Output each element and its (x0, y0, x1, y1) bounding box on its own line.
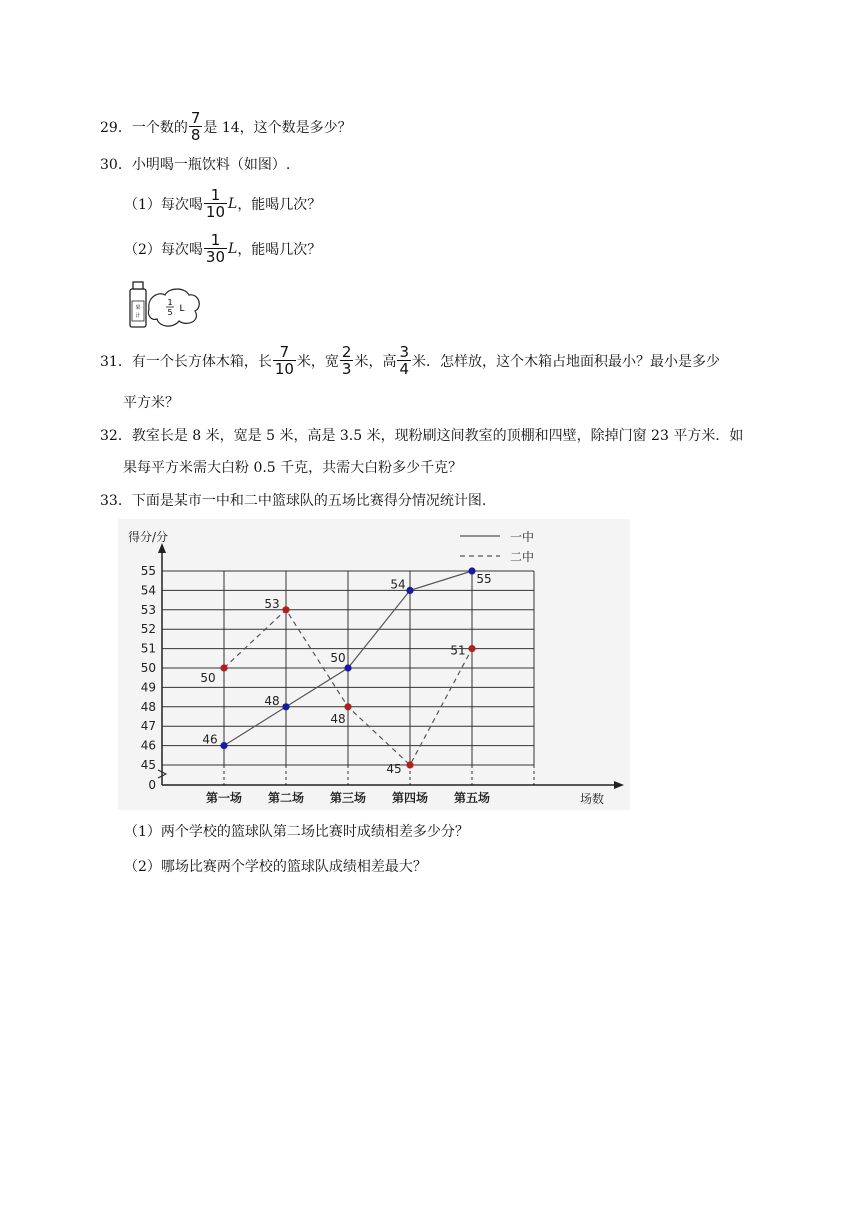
data-point (406, 587, 413, 594)
data-point (406, 761, 413, 768)
data-label: 48 (330, 711, 346, 726)
x-category-label: 第一场 (205, 791, 243, 805)
x-category-label: 第二场 (267, 791, 305, 805)
denominator: 3 (341, 360, 352, 378)
data-point (468, 645, 475, 652)
data-label: 48 (264, 693, 280, 708)
question-text: 教室长是 8 米，宽是 5 米，高是 3.5 米，现粉刷这间教室的顶棚和四壁，除掉门窗 23 平方米．如 (131, 428, 744, 444)
y-tick-label: 48 (140, 699, 156, 714)
fraction (340, 344, 354, 377)
numerator: 1 (210, 231, 221, 249)
question-text: 是 14，这个数是多少？ (203, 119, 352, 136)
y-tick-label: 49 (140, 680, 156, 695)
y-tick-label: 51 (140, 641, 156, 656)
y-tick-label: 47 (140, 719, 156, 734)
juice-bottle-illustration (127, 281, 203, 329)
sub-question-label: （2）每次喝 (124, 241, 203, 258)
question-text: 米，宽 (296, 353, 339, 370)
unit: L (228, 195, 238, 212)
denominator: 4 (399, 360, 410, 378)
thought-bubble (148, 289, 199, 326)
y-tick-label: 50 (140, 661, 156, 675)
question-number: 32． (100, 428, 132, 444)
fraction (189, 110, 203, 143)
numerator: 7 (190, 109, 201, 127)
question-33-part-2 (124, 856, 427, 876)
question-text: 有一个长方体木箱，长 (131, 353, 272, 370)
fraction (204, 187, 227, 220)
question-number: 33． (100, 493, 132, 509)
question-30 (100, 154, 290, 174)
x-category-label: 第三场 (329, 791, 367, 805)
data-point (468, 567, 475, 574)
data-label: 45 (386, 762, 402, 776)
data-label: 50 (200, 671, 216, 685)
sub-question-text: ，能喝几次？ (237, 196, 322, 213)
fraction (204, 232, 227, 265)
data-label: 53 (264, 596, 280, 611)
sub-question-label: （1）每次喝 (124, 196, 203, 213)
bubble-numerator: 1 (167, 298, 173, 307)
question-33-part-1 (124, 821, 469, 841)
question-text: 下面是某市一中和二中篮球队的五场比赛得分情况统计图. (131, 493, 487, 509)
x-category-label: 第五场 (453, 791, 491, 805)
data-label: 54 (390, 577, 406, 592)
data-label: 51 (450, 643, 466, 658)
question-text: 米，高 (354, 353, 397, 370)
bottle-cap (133, 282, 143, 289)
bubble-denominator: 5 (167, 308, 173, 317)
question-31-continued (123, 392, 179, 412)
data-label: 50 (330, 651, 346, 665)
y-tick-label: 53 (140, 602, 156, 617)
question-30-part-1 (124, 187, 321, 220)
legend-label: 一中 (510, 530, 535, 544)
question-text: 米．怎样放，这个木箱占地面积最小？最小是多少 (412, 353, 721, 370)
denominator: 10 (205, 203, 226, 221)
sub-question-text: ，能喝几次？ (237, 241, 322, 258)
question-text: 果每平方米需大白粉 0.5 千克，共需大白粉多少千克？ (123, 460, 463, 476)
question-30-part-2 (124, 232, 321, 265)
question-text: 平方米？ (123, 395, 179, 411)
legend-label: 二中 (510, 550, 535, 564)
question-number: 30． (100, 157, 132, 173)
question-number: 31． (100, 353, 132, 370)
x-category-label: 第四场 (391, 791, 429, 805)
denominator: 10 (274, 360, 294, 378)
data-point (220, 742, 227, 749)
question-32 (100, 425, 743, 445)
bottle-text: 果 (135, 305, 141, 311)
score-line-chart (118, 519, 630, 810)
data-point (220, 664, 227, 671)
y-tick-label: 52 (140, 622, 156, 637)
denominator: 8 (190, 126, 201, 144)
chart-background (118, 519, 630, 810)
data-point (344, 664, 351, 671)
data-point (282, 606, 289, 613)
y-axis-title: 得分/分 (128, 530, 169, 544)
question-33 (100, 490, 486, 510)
fraction (273, 344, 296, 377)
question-32-continued (123, 457, 462, 477)
numerator: 2 (341, 343, 352, 361)
x-axis-title: 场数 (580, 792, 605, 806)
data-point (282, 703, 289, 710)
y-tick-label: 46 (140, 738, 156, 753)
fraction (397, 344, 411, 377)
sub-question-text: （1）两个学校的篮球队第二场比赛时成绩相差多少分？ (124, 824, 469, 840)
y-tick-label: 54 (140, 583, 156, 598)
data-label: 46 (202, 732, 218, 747)
question-29 (100, 110, 352, 143)
y-tick-label: 45 (140, 758, 156, 772)
question-31 (100, 344, 720, 377)
question-text: 小明喝一瓶饮料（如图）. (131, 157, 291, 173)
data-point (344, 703, 351, 710)
unit: L (228, 240, 238, 257)
numerator: 7 (279, 343, 290, 361)
sub-question-text: （2）哪场比赛两个学校的篮球队成绩相差最大？ (124, 859, 427, 875)
data-label: 55 (476, 572, 492, 586)
numerator: 3 (399, 343, 410, 361)
numerator: 1 (210, 186, 221, 204)
bubble-unit: L (179, 304, 185, 314)
y-tick-label: 0 (148, 778, 156, 792)
y-tick-label: 55 (140, 564, 156, 578)
question-number: 29． (100, 119, 132, 136)
bottle-text: 汁 (135, 313, 141, 319)
denominator: 30 (205, 248, 226, 266)
question-text: 一个数的 (131, 119, 188, 136)
